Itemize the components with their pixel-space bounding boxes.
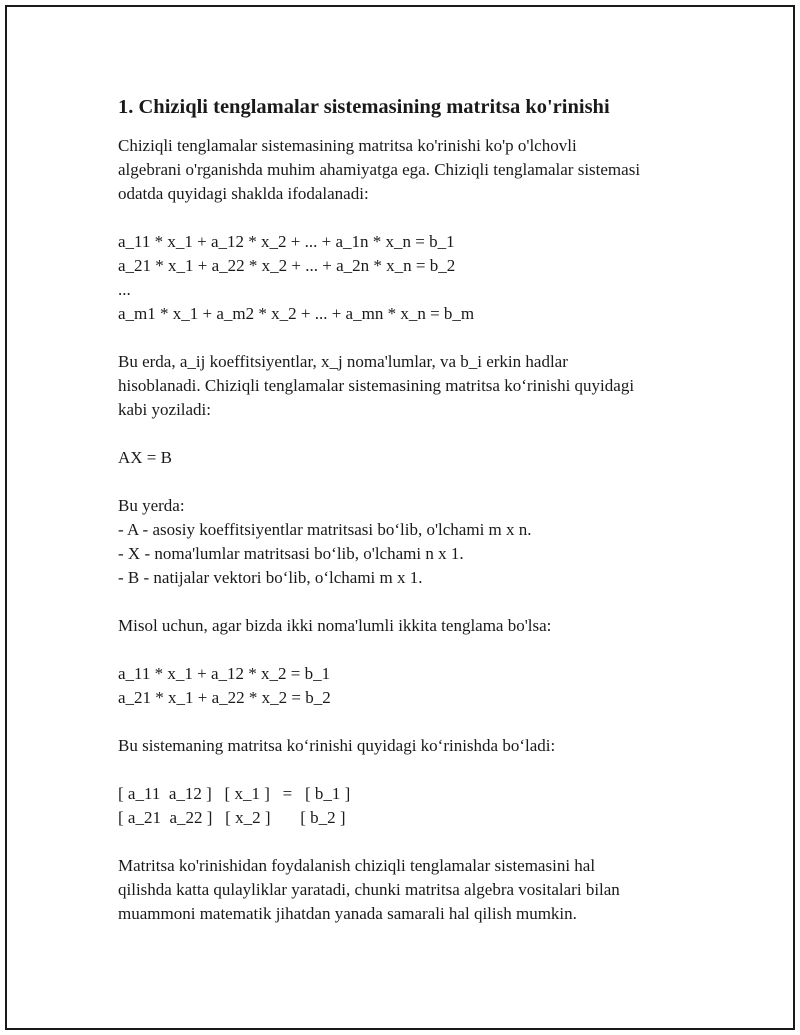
example-intro — [118, 614, 698, 638]
equation-line: a_21 * x_1 + a_22 * x_2 + ... + a_2n * x_n = b_2 — [118, 256, 456, 275]
text-line: muammoni matematik jihatdan yanada samarali hal qilish mumkin. — [118, 904, 577, 923]
conclusion-paragraph — [118, 854, 698, 926]
list-heading: Bu yerda: — [118, 496, 185, 515]
text-line: Bu erda, a_ij koeffitsiyentlar, x_j noma'lumlar, va b_i erkin hadlar — [118, 352, 568, 371]
text-line: algebrani o'rganishda muhim ahamiyatga ega. Chiziqli tenglamalar sistemasi — [118, 160, 641, 179]
matrix-form-intro — [118, 734, 698, 758]
list-item: - B - natijalar vektori bo‘lib, o‘lchami m x 1. — [118, 568, 423, 587]
matrix-form — [118, 782, 698, 830]
text-line: odatda quyidagi shaklda ifodalanadi: — [118, 184, 369, 203]
list-item: - X - noma'lumlar matritsasi bo‘lib, o'lchami n x 1. — [118, 544, 464, 563]
text-line: hisoblanadi. Chiziqli tenglamalar sistemasining matritsa ko‘rinishi quyidagi — [118, 376, 635, 395]
text-line: Bu sistemaning matritsa ko‘rinishi quyidagi ko‘rinishda bo‘ladi: — [118, 736, 556, 755]
text-line: Misol uchun, agar bizda ikki noma'lumli ikkita tenglama bo'lsa: — [118, 616, 552, 635]
equation-line: a_21 * x_1 + a_22 * x_2 = b_2 — [118, 688, 331, 707]
document-body — [118, 94, 698, 926]
equation-line: ... — [118, 280, 131, 299]
matrix-row: [ a_21 a_22 ] [ x_2 ] [ b_2 ] — [118, 808, 346, 827]
text-line: Matritsa ko'rinishidan foydalanish chiziqli tenglamalar sistemasini hal — [118, 856, 596, 875]
explanation-paragraph — [118, 350, 698, 422]
text-line: Chiziqli tenglamalar sistemasining matritsa ko'rinishi ko'p o'lchovli — [118, 136, 577, 155]
equation-line: AX = B — [118, 448, 172, 467]
section-title: 1. Chiziqli tenglamalar sistemasining matritsa ko'rinishi — [118, 96, 610, 118]
matrix-equation — [118, 446, 698, 470]
matrix-row: [ a_11 a_12 ] [ x_1 ] = [ b_1 ] — [118, 784, 351, 803]
equation-line: a_11 * x_1 + a_12 * x_2 + ... + a_1n * x_n = b_1 — [118, 232, 455, 251]
list-item: - A - asosiy koeffitsiyentlar matritsasi bo‘lib, o'lchami m x n. — [118, 520, 532, 539]
text-line: qilishda katta qulayliklar yaratadi, chunki matritsa algebra vositalari bilan — [118, 880, 620, 899]
intro-paragraph — [118, 134, 698, 206]
definitions-list — [118, 494, 698, 590]
general-system — [118, 230, 698, 326]
example-system — [118, 662, 698, 710]
equation-line: a_11 * x_1 + a_12 * x_2 = b_1 — [118, 664, 331, 683]
equation-line: a_m1 * x_1 + a_m2 * x_2 + ... + a_mn * x_n = b_m — [118, 304, 475, 323]
text-line: kabi yoziladi: — [118, 400, 212, 419]
